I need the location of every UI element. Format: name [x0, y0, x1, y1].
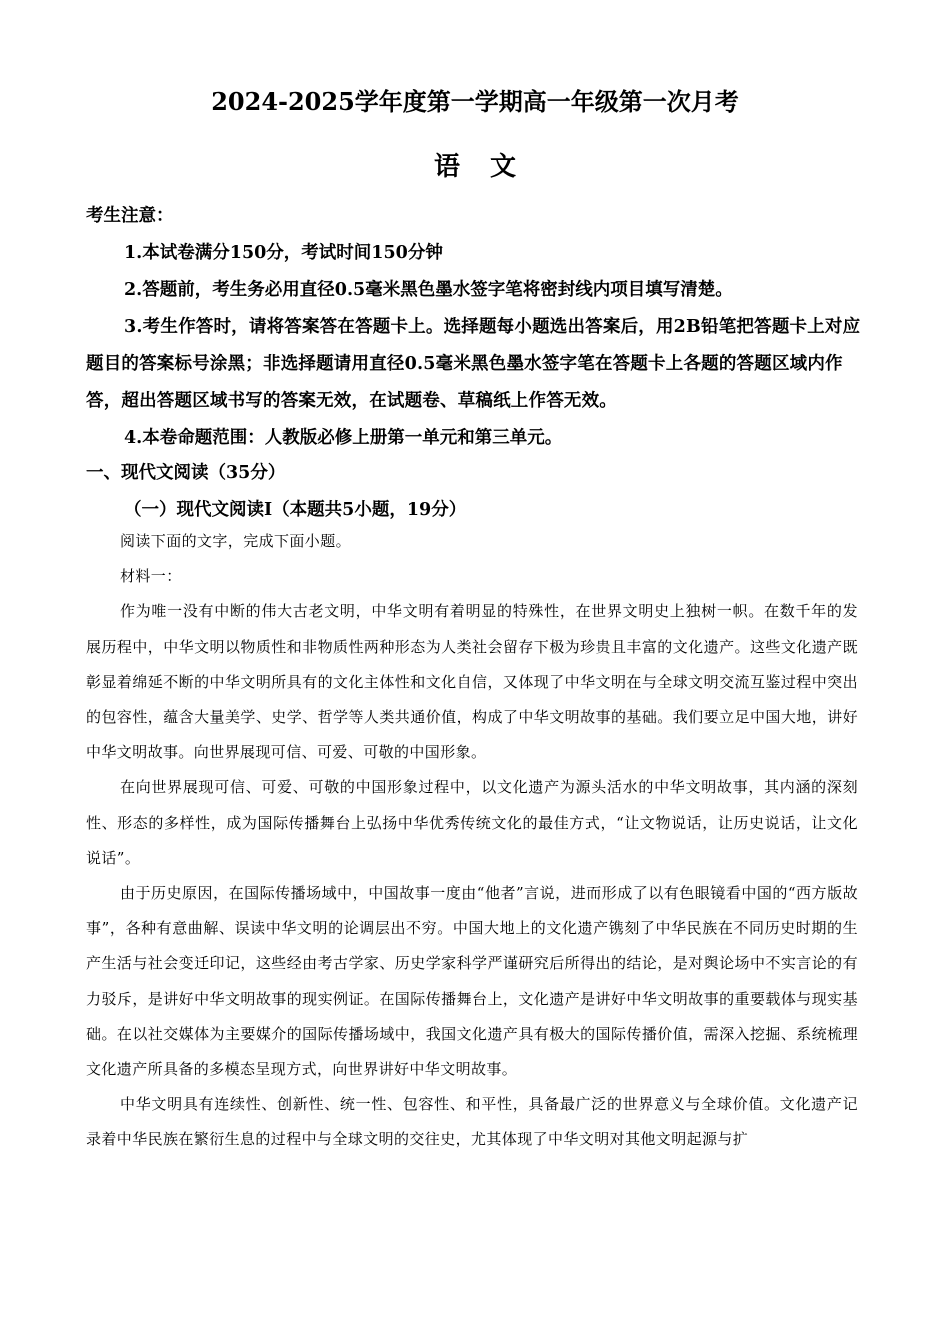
exam-title: 2024-2025学年度第一学期高一年级第一次月考: [211, 87, 739, 116]
exam-notice: [86, 198, 866, 457]
sub-section-title: （一）现代文阅读Ⅰ（本题共5小题，19分）: [124, 500, 467, 520]
passage-paragraph: 由于历史原因，在国际传播场域中，中国故事一度由“他者”言说，进而形成了以有色眼镜看中国的“西方版故事”，各种有意曲解、误读中华文明的论调层出不穷。中国大地上的文化遗产镌刻了中华民族在不同历史时期的生产生活与社会变迁印记，这些经由考古学家、历史学家科学严谨研究后所得出的结论，是对舆论场中不实言论的有力驳斥，是讲好中华文明故事的现实例证。在国际传播舞台上，文化遗产是讲好中华文明故事的重要载体与现实基础。在以社交媒体为主要媒介的国际传播场域中，我国文化遗产具有极大的国际传播价值，需深入挖掘、系统梳理文化遗产所具备的多模态呈现方式，向世界讲好中华文明故事。: [86, 884, 858, 1079]
notice-item: 4.本卷命题范围：人教版必修上册第一单元和第三单元。: [124, 428, 563, 448]
notice-heading: 考生注意：: [86, 206, 174, 226]
notice-item: 2.答题前，考生务必用直径0.5毫米黑色墨水签字笔将密封线内项目填写清楚。: [124, 280, 733, 300]
reading-instruction: 阅读下面的文字，完成下面小题。: [120, 532, 352, 550]
passage-paragraph: 作为唯一没有中断的伟大古老文明，中华文明有着明显的特殊性，在世界文明史上独树一帜。在数千年的发展历程中，中华文明以物质性和非物质性两种形态为人类社会留存下极为珍贵且丰富的文化遗产。这些文化遗产既彰显着绵延不断的中华文明所具有的文化主体性和文化自信，又体现了中华文明在与全球文明交流互鉴过程中突出的包容性，蕴含大量美学、史学、哲学等人类共通价值，构成了中华文明故事的基础。我们要立足中国大地，讲好中华文明故事。向世界展现可信、可爱、可敬的中国形象。: [86, 602, 858, 762]
notice-item: 1.本试卷满分150分，考试时间150分钟: [124, 243, 443, 263]
notice-item: 3.考生作答时，请将答案答在答题卡上。选择题每小题选出答案后，用2B铅笔把答题卡上对应题目的答案标号涂黑；非选择题请用直径0.5毫米黑色墨水签字笔在答题卡上各题的答题区域内作答，超出答题区域书写的答案无效，在试题卷、草稿纸上作答无效。: [86, 317, 861, 411]
reading-passage: [86, 524, 858, 1158]
section-title: 一、现代文阅读（35分）: [86, 463, 286, 483]
passage-paragraph: 中华文明具有连续性、创新性、统一性、包容性、和平性，具备最广泛的世界意义与全球价值。文化遗产记录着中华民族在繁衍生息的过程中与全球文明的交往史，尤其体现了中华文明对其他文明起源与扩: [86, 1095, 858, 1149]
passage-paragraph: 在向世界展现可信、可爱、可敬的中国形象过程中，以文化遗产为源头活水的中华文明故事，其内涵的深刻性、形态的多样性，成为国际传播舞台上弘扬中华优秀传统文化的最佳方式，“让文物说话，让历史说话，让文化说话”。: [86, 778, 858, 867]
material-label: 材料一：: [120, 567, 182, 586]
subject-title: 语文: [433, 152, 546, 182]
